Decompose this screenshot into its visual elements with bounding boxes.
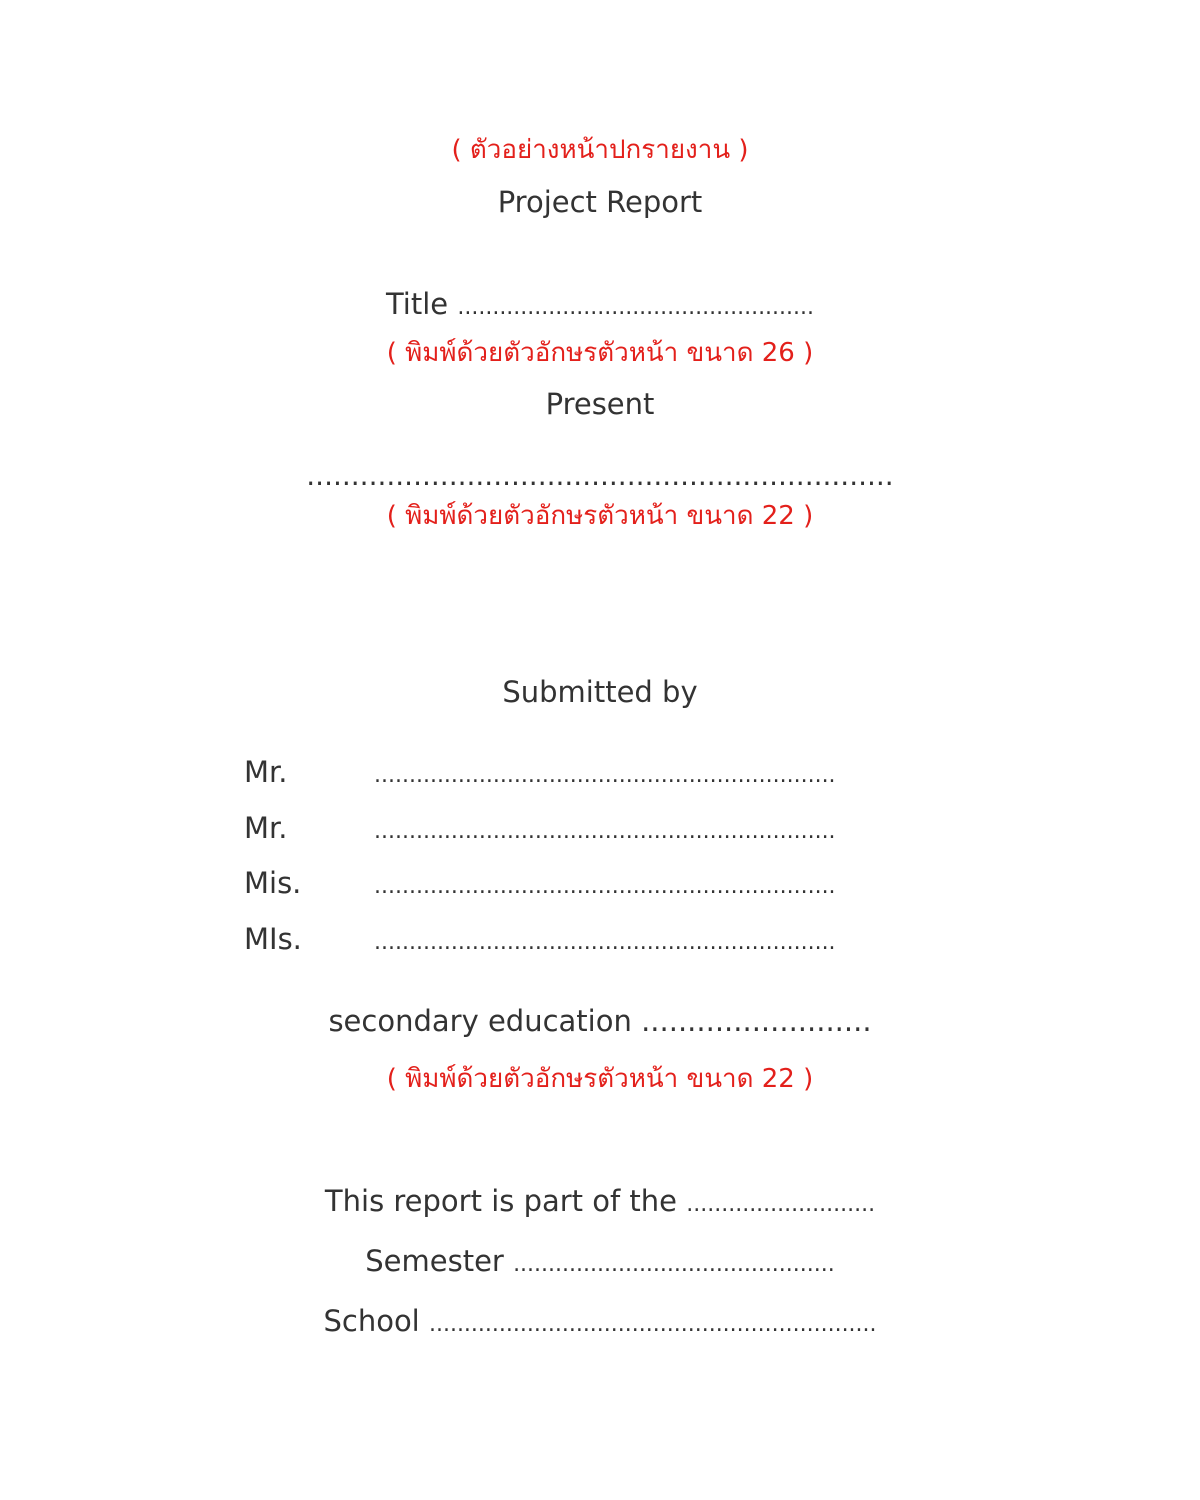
present-format-note: ( พิมพ์ด้วยตัวอักษรตัวหน้า ขนาด 22 ) bbox=[386, 501, 814, 531]
title-dots: ................................................... bbox=[457, 295, 815, 320]
education-label: secondary education bbox=[328, 1004, 632, 1038]
school-label: School bbox=[323, 1304, 420, 1338]
school-dots: ................................................................ bbox=[428, 1312, 877, 1337]
present-dots: .................................................................. bbox=[306, 459, 894, 492]
member-prefix: MIs. bbox=[244, 922, 302, 956]
semester-line bbox=[0, 1243, 1200, 1283]
semester-label: Semester bbox=[365, 1244, 504, 1278]
education-format-note: ( พิมพ์ด้วยตัวอักษรตัวหน้า ขนาด 22 ) bbox=[386, 1064, 814, 1094]
member-prefix: Mr. bbox=[244, 755, 288, 789]
sample-cover-note: ( ตัวอย่างหน้าปกรายงาน ) bbox=[451, 135, 749, 165]
report-part-dots: ........................... bbox=[686, 1192, 876, 1217]
school-line bbox=[0, 1303, 1200, 1343]
submitted-by-heading: Submitted by bbox=[502, 675, 698, 709]
present-label: Present bbox=[545, 387, 655, 421]
title-format-note: ( พิมพ์ด้วยตัวอักษรตัวหน้า ขนาด 26 ) bbox=[386, 338, 814, 368]
member-prefix: Mis. bbox=[244, 866, 302, 900]
report-part-label: This report is part of the bbox=[324, 1184, 678, 1218]
report-part-line bbox=[0, 1183, 1200, 1223]
member-name-dots: .................................................................. bbox=[374, 819, 836, 844]
member-name-dots: .................................................................. bbox=[374, 763, 836, 788]
education-dots: ......................... bbox=[641, 1004, 872, 1038]
education-line bbox=[0, 1003, 1200, 1039]
title-label: Title bbox=[385, 287, 449, 321]
member-prefix: Mr. bbox=[244, 811, 288, 845]
member-name-dots: .................................................................. bbox=[374, 874, 836, 899]
document-type-heading: Project Report bbox=[497, 185, 703, 219]
title-line bbox=[0, 286, 1200, 326]
member-name-dots: .................................................................. bbox=[374, 930, 836, 955]
semester-dots: .............................................. bbox=[513, 1252, 835, 1277]
